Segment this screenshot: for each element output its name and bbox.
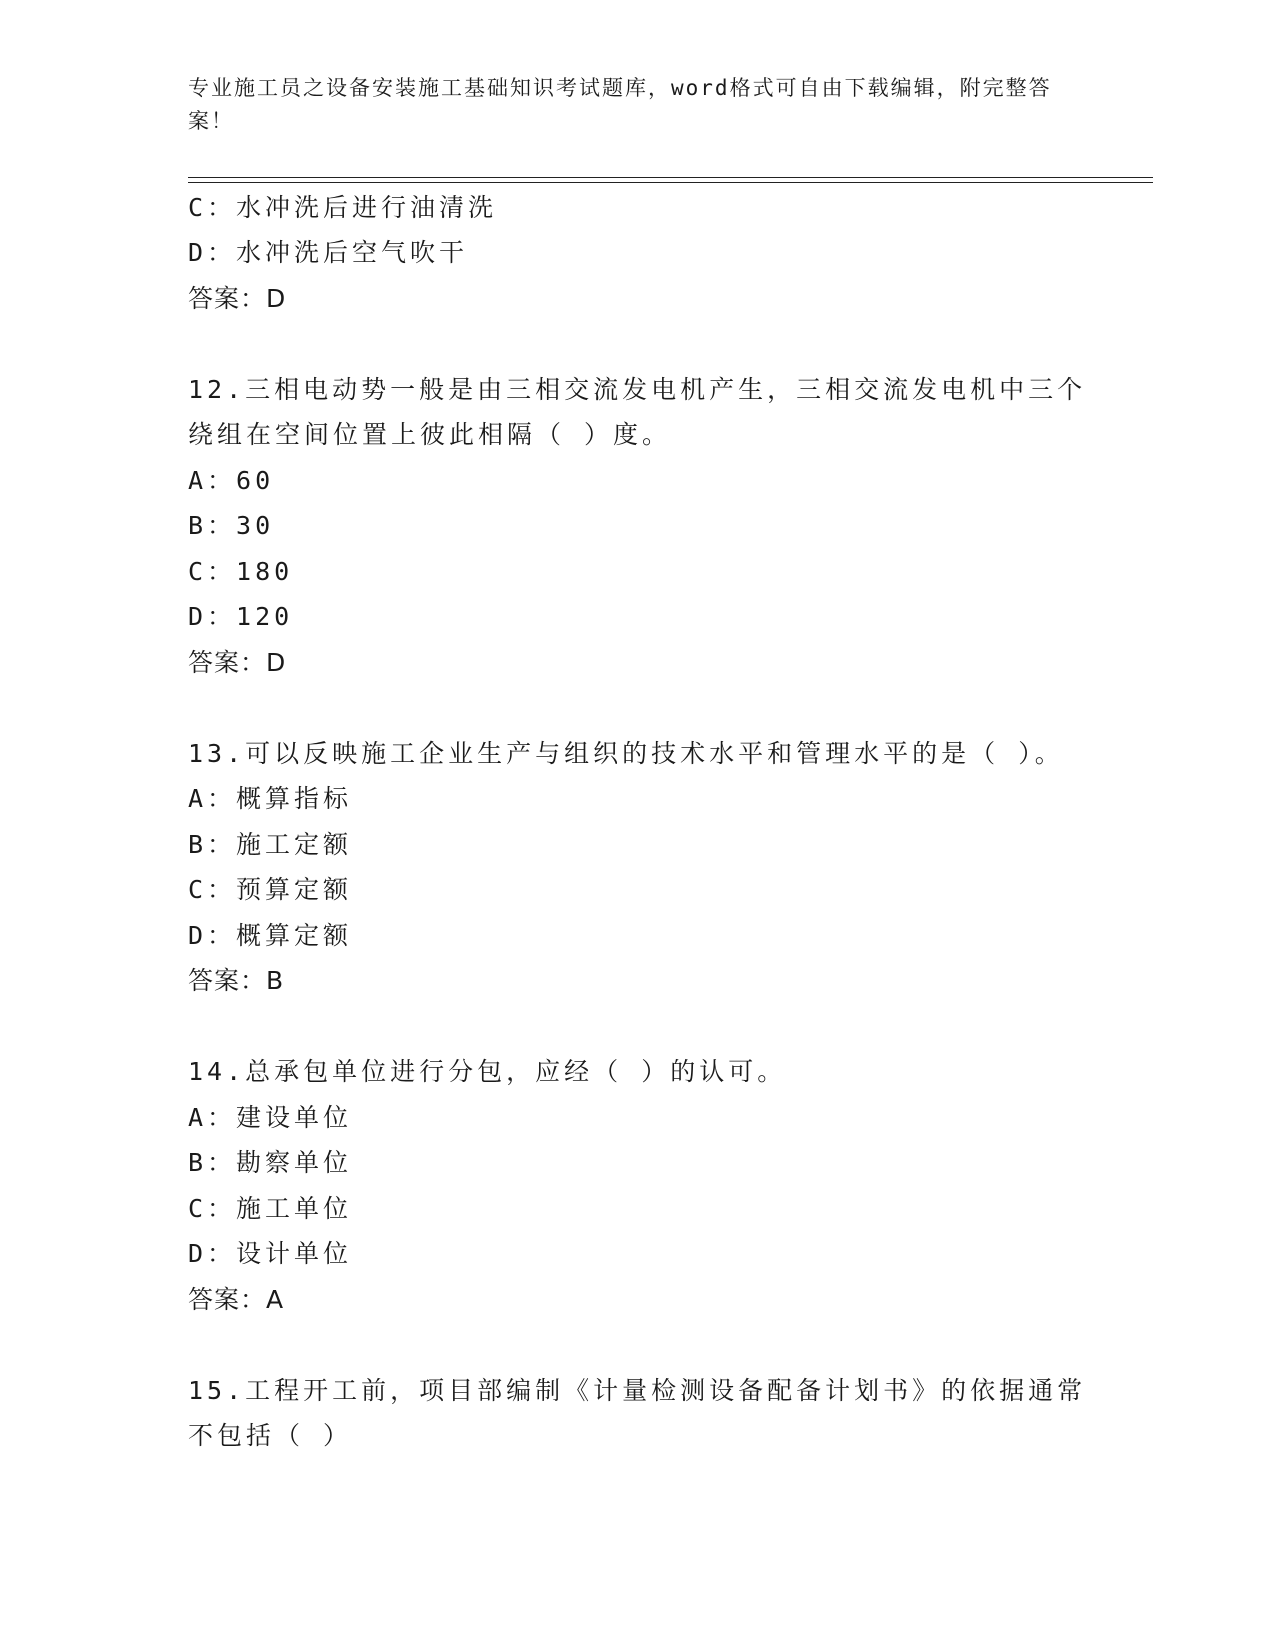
q13-stem-line1: 13.可以反映施工企业生产与组织的技术水平和管理水平的是（ ）。	[188, 739, 1064, 768]
q14-answer: 答案：A	[188, 1285, 285, 1314]
q14-stem-line1: 14.总承包单位进行分包，应经（ ）的认可。	[188, 1057, 787, 1086]
q13-option-a: A：概算指标	[188, 784, 353, 813]
q13-option-c: C：预算定额	[188, 875, 353, 904]
q12-option-a: A：60	[188, 466, 275, 495]
q11-answer: 答案：D	[188, 284, 287, 313]
q14-option-c: C：施工单位	[188, 1194, 353, 1223]
q12-stem-line2: 绕组在空间位置上彼此相隔（ ）度。	[188, 420, 672, 449]
q15-stem-line2: 不包括（ ）	[188, 1421, 353, 1450]
q14-option-a: A：建设单位	[188, 1103, 353, 1132]
document-header: 专业施工员之设备安装施工基础知识考试题库，word格式可自由下载编辑，附完整答案！	[188, 76, 1052, 133]
q12-option-c: C：180	[188, 557, 294, 586]
q11-option-d: D：水冲洗后空气吹干	[188, 238, 469, 267]
header-rule-bottom	[188, 182, 1153, 183]
q15-stem-line1: 15.工程开工前，项目部编制《计量检测设备配备计划书》的依据通常	[188, 1376, 1087, 1405]
q11-option-c: C：水冲洗后进行油清洗	[188, 193, 498, 222]
q12-answer: 答案：D	[188, 648, 287, 677]
q12-stem-line1: 12.三相电动势一般是由三相交流发电机产生，三相交流发电机中三个	[188, 375, 1087, 404]
q12-option-b: B：30	[188, 511, 275, 540]
q12-option-d: D：120	[188, 602, 294, 631]
q13-option-b: B：施工定额	[188, 830, 353, 859]
q14-option-d: D：设计单位	[188, 1239, 353, 1268]
q14-option-b: B：勘察单位	[188, 1148, 353, 1177]
q13-option-d: D：概算定额	[188, 921, 353, 950]
q13-answer: 答案：B	[188, 966, 285, 995]
header-rule-top	[188, 177, 1153, 178]
